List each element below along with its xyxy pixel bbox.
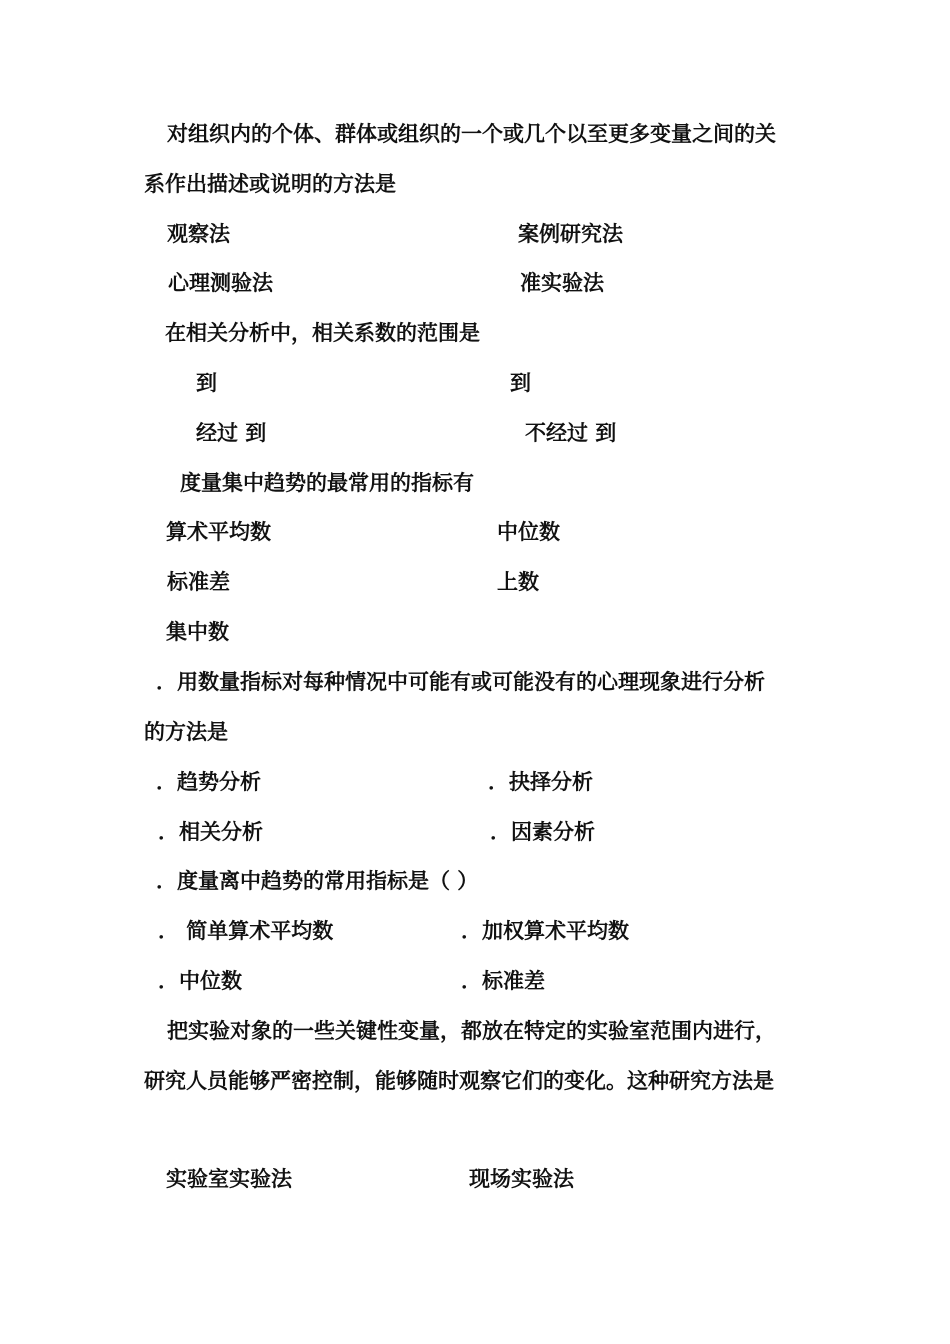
question-2-option-a: 到 <box>196 370 217 395</box>
question-6-option-b: 现场实验法 <box>469 1166 574 1191</box>
question-2-option-b: 到 <box>510 370 531 395</box>
question-4-stem-line-1: ．用数量指标对每种情况中可能有或可能没有的心理现象进行分析 <box>156 669 765 694</box>
question-4-option-b: ．抉择分析 <box>488 769 593 794</box>
question-3-option-d: 上数 <box>497 569 539 594</box>
question-5-stem: ．度量离中趋势的常用指标是（ ） <box>156 868 479 893</box>
question-3-option-e: 集中数 <box>166 619 229 644</box>
question-5-option-c: ．中位数 <box>158 968 242 993</box>
question-1-option-a: 观察法 <box>167 221 230 246</box>
question-5-option-b: ．加权算术平均数 <box>461 918 629 943</box>
question-5-option-d: ．标准差 <box>461 968 545 993</box>
question-1-stem-line-1: 对组织内的个体、群体或组织的一个或几个以至更多变量之间的关 <box>167 121 776 146</box>
question-4-option-d: ．因素分析 <box>490 819 595 844</box>
question-3-stem: 度量集中趋势的最常用的指标有 <box>180 470 474 495</box>
question-1-stem-line-2: 系作出描述或说明的方法是 <box>144 171 396 196</box>
question-1-option-b: 案例研究法 <box>518 221 623 246</box>
question-6-option-a: 实验室实验法 <box>166 1166 292 1191</box>
question-1-option-c: 心理测验法 <box>168 270 273 295</box>
question-2-option-d: 不经过 到 <box>525 420 617 445</box>
question-2-stem: 在相关分析中，相关系数的范围是 <box>165 320 480 345</box>
question-3-option-b: 中位数 <box>497 519 560 544</box>
question-4-option-c: ．相关分析 <box>158 819 263 844</box>
question-2-option-c: 经过 到 <box>196 420 267 445</box>
question-6-stem-line-2: 研究人员能够严密控制，能够随时观察它们的变化。这种研究方法是 <box>144 1068 774 1093</box>
question-6-stem-line-1: 把实验对象的一些关键性变量，都放在特定的实验室范围内进行， <box>167 1018 776 1043</box>
question-4-option-a: ．趋势分析 <box>156 769 261 794</box>
question-1-option-d: 准实验法 <box>520 270 604 295</box>
question-4-stem-line-2: 的方法是 <box>144 719 228 744</box>
question-3-option-c: 标准差 <box>167 569 230 594</box>
question-5-option-a: ． 简单算术平均数 <box>158 918 334 943</box>
question-3-option-a: 算术平均数 <box>166 519 271 544</box>
